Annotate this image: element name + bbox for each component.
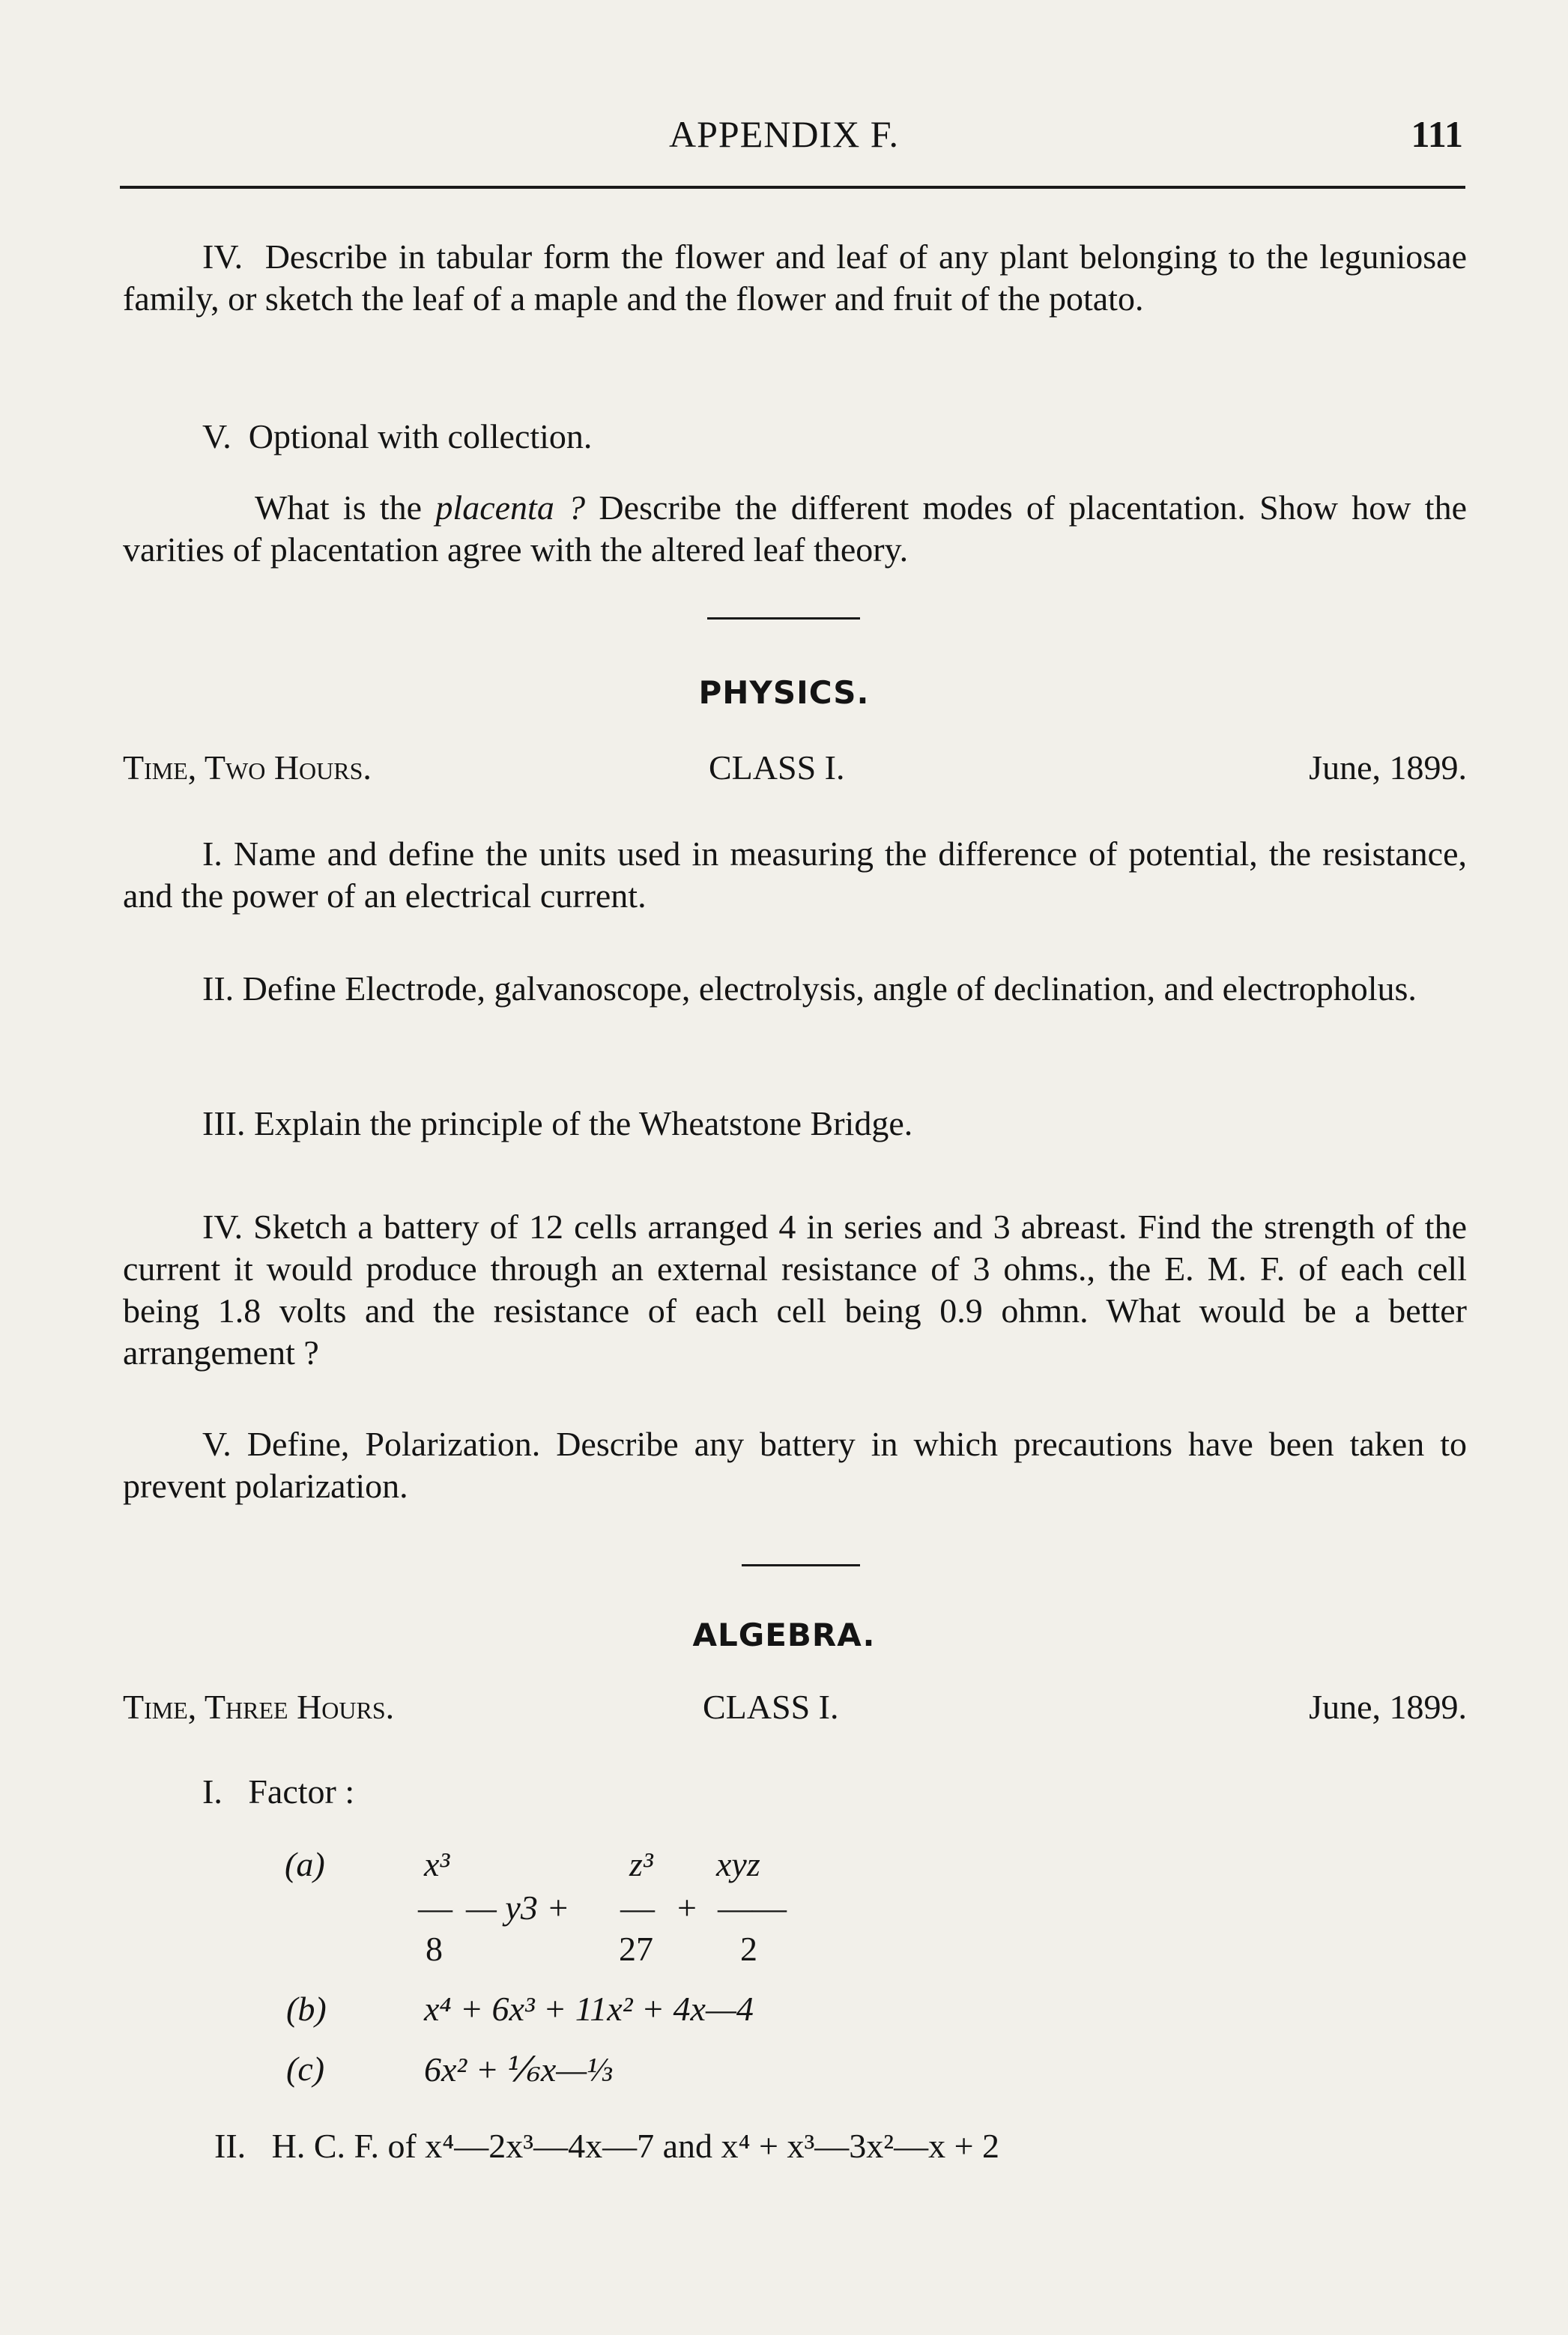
header-rule <box>120 186 1465 189</box>
physics-question-5 <box>123 1423 1467 1507</box>
algebra-a-numerator-2: z³ <box>629 1845 653 1883</box>
algebra-part-b-label: (b) <box>286 1990 327 2028</box>
section-separator <box>742 1564 860 1566</box>
physics-q2-text: II. Define Electrode, galvanoscope, electrolysis, angle of declination, and electropholus. <box>202 969 1417 1008</box>
algebra-a-fraction-bar-3: —— <box>718 1889 787 1927</box>
physics-question-4 <box>123 1206 1467 1374</box>
algebra-class: CLASS I. <box>703 1688 839 1726</box>
algebra-a-denominator-2: 27 <box>619 1930 653 1968</box>
physics-question-1 <box>123 833 1467 917</box>
physics-question-3 <box>123 1103 1467 1145</box>
botany-question-5-heading <box>123 416 1467 458</box>
botany-q5-heading-text: Optional with collection. <box>248 417 593 455</box>
algebra-a-denominator-3: 2 <box>740 1930 757 1968</box>
algebra-date: June, 1899. <box>1309 1688 1467 1726</box>
algebra-q1-number: I. <box>202 1772 223 1811</box>
section-separator <box>707 617 860 620</box>
botany-q4-number: IV. <box>202 237 243 276</box>
algebra-a-plus: + <box>677 1889 697 1927</box>
algebra-title: ALGEBRA. <box>692 1617 876 1653</box>
physics-time: Time, Two Hours. <box>123 748 372 787</box>
physics-q5-text: V. Define, Polarization. Describe any battery in which precautions have been taken to prevent polarization. <box>123 1425 1467 1505</box>
physics-question-2 <box>123 968 1467 1010</box>
physics-title: PHYSICS. <box>698 674 870 711</box>
algebra-a-numerator-1: x³ <box>424 1845 450 1883</box>
algebra-q2-text: H. C. F. of x⁴—2x³—4x—7 and x⁴ + x³—3x²—x + 2 <box>271 2127 1000 2165</box>
page-number: 111 <box>1411 113 1463 155</box>
algebra-a-numerator-3: xyz <box>716 1845 760 1883</box>
botany-q5-placenta: placenta ? <box>435 488 586 527</box>
algebra-a-fraction-bar-2: — <box>620 1889 655 1927</box>
botany-question-4 <box>123 236 1467 320</box>
physics-q4-text: IV. Sketch a battery of 12 cells arranged 4 in series and 3 abreast. Find the strength of the current it would produce through an external resistance of 3 ohms., the E. M. F. of each cell being 1.8 volts and the resistance of each cell being 0.9 ohmn. What would be a better arrangement ? <box>123 1208 1467 1372</box>
algebra-a-middle: — y3 + <box>466 1889 570 1927</box>
algebra-part-c-label: (c) <box>286 2050 325 2088</box>
botany-q5-text-b: Describe the different modes of placentation. Show how the varities of placentation agree with the altered leaf theory. <box>123 488 1467 569</box>
botany-question-5 <box>123 487 1467 571</box>
algebra-q1 <box>202 1772 354 1811</box>
page-header-title: APPENDIX F. <box>668 113 900 155</box>
algebra-a-denominator-1: 8 <box>426 1930 443 1968</box>
algebra-part-b-expression: x⁴ + 6x³ + 11x² + 4x—4 <box>424 1990 754 2028</box>
algebra-part-c-expression: 6x² + ⅙x—⅓ <box>424 2050 613 2089</box>
physics-date: June, 1899. <box>1309 748 1467 787</box>
physics-q1-text: I. Name and define the units used in measuring the difference of potential, the resistance, and the power of an electrical current. <box>123 835 1467 915</box>
botany-q4-text: Describe in tabular form the flower and leaf of any plant belonging to the leguniosae family, or sketch the leaf of a maple and the flower and fruit of the potato. <box>123 237 1468 318</box>
algebra-q2-number: II. <box>214 2127 246 2165</box>
algebra-part-a-label: (a) <box>285 1845 325 1883</box>
physics-q3-text: III. Explain the principle of the Wheatstone Bridge. <box>202 1104 913 1142</box>
botany-q5-number: V. <box>202 417 231 455</box>
algebra-q2 <box>214 2126 999 2166</box>
physics-class: CLASS I. <box>709 748 845 787</box>
algebra-q1-text: Factor : <box>248 1772 355 1811</box>
algebra-time: Time, Three Hours. <box>123 1688 395 1726</box>
botany-q5-text-a: What is the <box>255 488 436 527</box>
algebra-a-fraction-bar-1: — <box>418 1889 452 1927</box>
